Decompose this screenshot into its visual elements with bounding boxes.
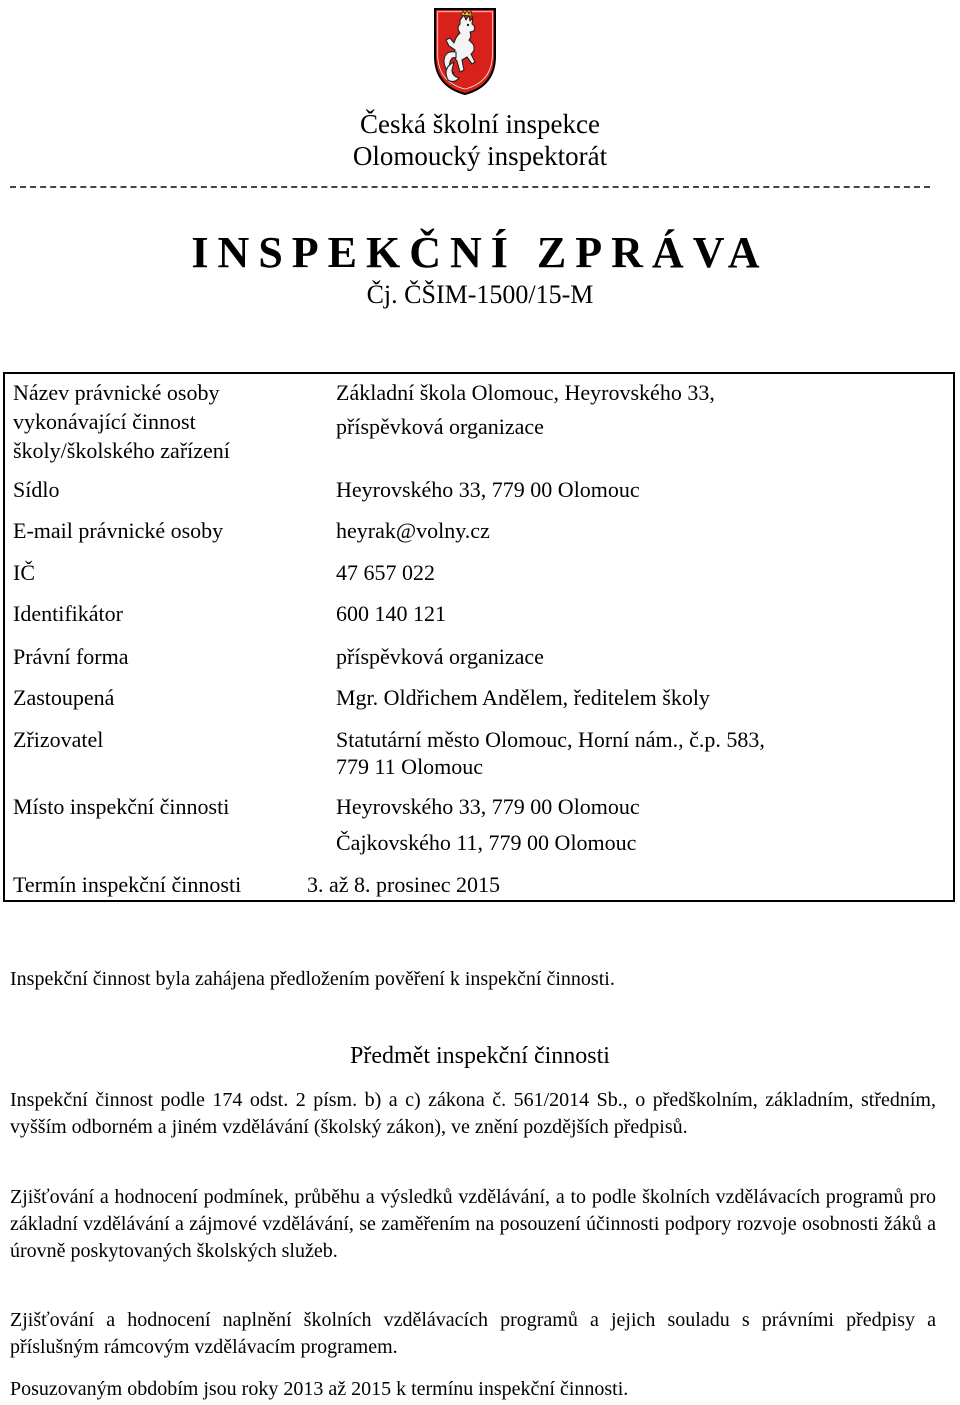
inspectorate-name: Olomoucký inspektorát [352,141,608,171]
paragraph-assessment: Zjišťování a hodnocení podmínek, průběhu a výsledků vzdělávání, a to podle školních vzdělávacích programů pro základní vzdělávání a zájmové vzdělávání, se zaměřením na posouzení účinnosti podpory rozvoje osobnosti žáků a úrovně poskytovaných školských služeb. [10,1186,936,1262]
paragraph-legal-basis: Inspekční činnost podle 174 odst. 2 písm. b) a c) zákona č. 561/2014 Sb., o předškolním, základním, středním, vyšším odborném a jiném vzdělávání (školský zákon), ve znění pozdějších předpisů. [10,1089,936,1138]
school-info-table [3,372,955,902]
identifier-value: 600 140 121 [336,601,446,626]
email-label: E-mail právnické osoby [13,518,224,543]
place-label: Místo inspekční činnosti [13,794,230,819]
intro-sentence: Inspekční činnost byla zahájena předložením pověření k inspekční činnosti. [10,968,615,990]
place-value: Čajkovského 11, 779 00 Olomouc [336,830,637,855]
czech-lion-crest-icon [432,6,498,96]
school-name-value: příspěvková organizace [336,414,544,439]
paragraph-period: Posuzovaným obdobím jsou roky 2013 až 2015 k termínu inspekční činnosti. [10,1378,629,1400]
place-value: Heyrovského 33, 779 00 Olomouc [336,794,640,819]
paragraph-programmes: Zjišťování a hodnocení naplnění školních vzdělávacích programů a jejich souladu s právními předpisy a příslušným rámcovým vzdělávacím programem. [10,1309,936,1358]
seat-label: Sídlo [13,477,60,502]
founder-value: Statutární město Olomouc, Horní nám., č.p. 583, [336,727,765,752]
founder-value: 779 11 Olomouc [336,754,484,779]
term-value: 3. až 8. prosinec 2015 [307,872,501,897]
name-label-line: vykonávající činnost [13,409,196,434]
seat-value: Heyrovského 33, 779 00 Olomouc [336,477,640,502]
separator-line [10,186,930,188]
school-name-value: Základní škola Olomouc, Heyrovského 33, [336,380,715,405]
ic-value: 47 657 022 [336,560,435,585]
ic-label: IČ [13,560,35,585]
represented-value: Mgr. Oldřichem Andělem, ředitelem školy [336,685,710,710]
organization-name: Česká školní inspekce [360,109,600,139]
represented-label: Zastoupená [13,685,115,710]
founder-label: Zřizovatel [13,727,104,752]
name-label-line: školy/školského zařízení [13,438,230,463]
legal-form-value: příspěvková organizace [336,644,544,669]
subject-heading: Předmět inspekční činnosti [350,1043,610,1069]
legal-form-label: Právní forma [13,644,129,669]
report-title: INSPEKČNÍ ZPRÁVA [191,228,769,277]
reference-number: Čj. ČŠIM-1500/15-M [366,280,594,309]
name-label-line: Název právnické osoby [13,380,220,405]
term-label: Termín inspekční činnosti [13,872,242,897]
identifier-label: Identifikátor [13,601,123,626]
email-value: heyrak@volny.cz [336,518,490,543]
